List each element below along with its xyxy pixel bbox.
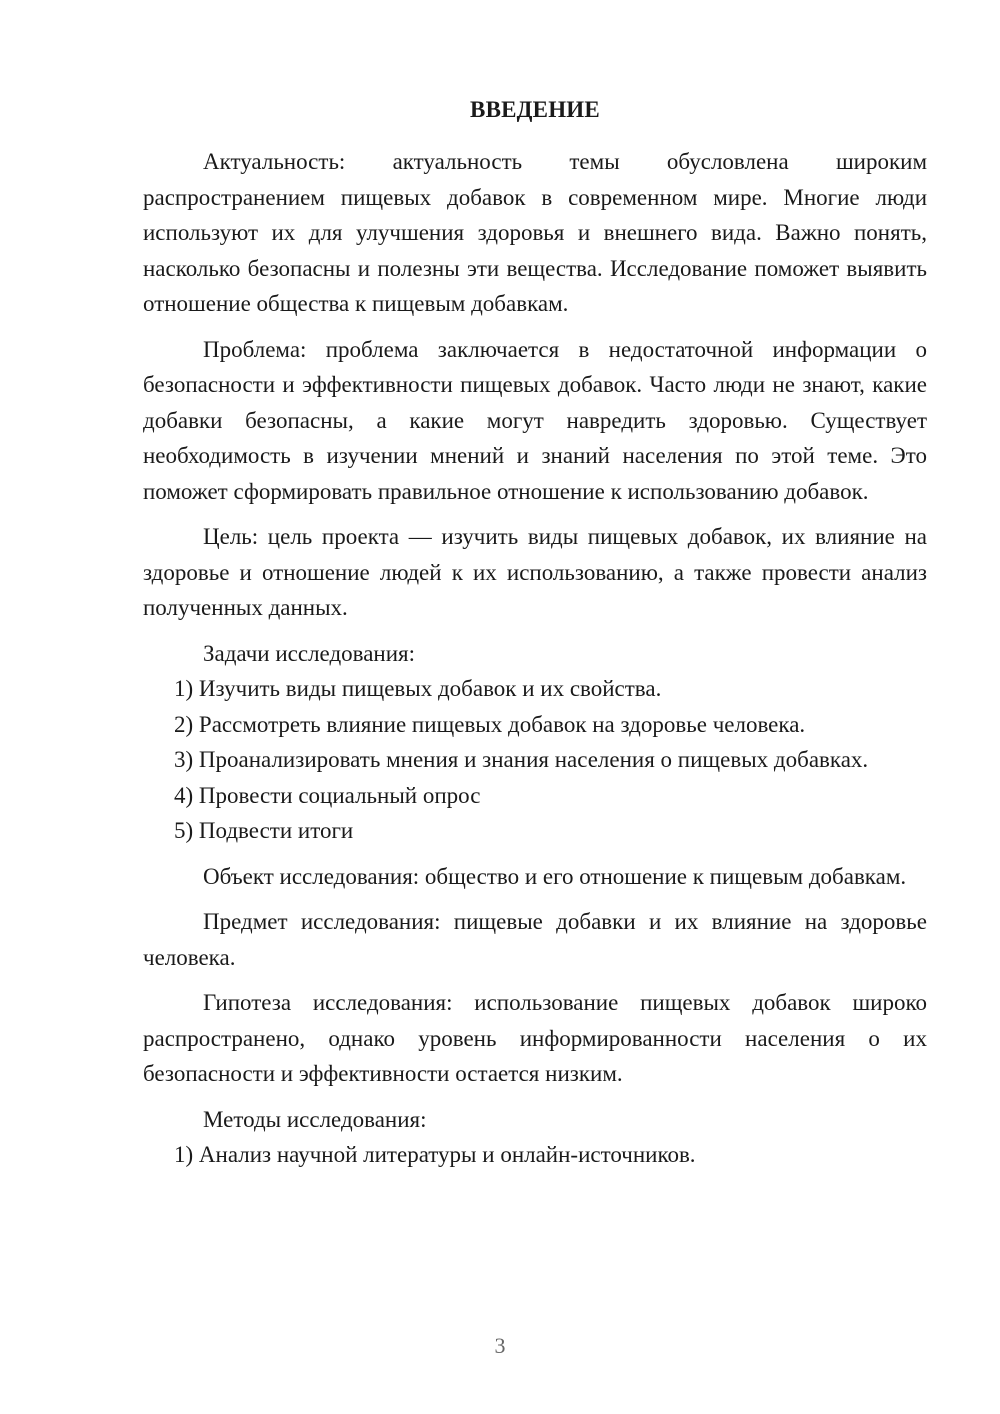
methods-heading: Методы исследования: [203,1106,427,1132]
paragraph-problem: Проблема: проблема заключается в недостаточной информации о безопасности и эффективности пищевых добавок. Часто люди не знают, какие добавки безопасны, а какие могут навредить здоровью. Существует необходимость в изучении мнений и знаний населения по этой теме. Это поможет сформировать правильное отношение к использованию добавок. [143,336,927,504]
paragraph-subject: Предмет исследования: пищевые добавки и их влияние на здоровье человека. [143,909,927,970]
paragraph-hypothesis: Гипотеза исследования: использование пищевых добавок широко распространено, однако уровень информированности населения о их безопасности и эффективности остается низким. [143,990,927,1086]
page-number: 3 [494,1333,506,1358]
task-item-4: 4) Провести социальный опрос [174,782,481,808]
task-item-2: 2) Рассмотреть влияние пищевых добавок на здоровье человека. [174,711,806,737]
paragraph-goal: Цель: цель проекта — изучить виды пищевых добавок, их влияние на здоровье и отношение людей к их использованию, а также провести анализ полученных данных. [143,524,927,620]
page-title: ВВЕДЕНИЕ [470,97,600,122]
task-item-5: 5) Подвести итоги [174,818,354,843]
task-item-3: 3) Проанализировать мнения и знания населения о пищевых добавках. [174,747,869,772]
paragraph-relevance: Актуальность: актуальность темы обусловлена широким распространением пищевых добавок в современном мире. Многие люди используют их для улучшения здоровья и внешнего вида. Важно понять, насколько безопасны и полезны эти вещества. Исследование поможет выявить отношение общества к пищевым добавкам. [143,149,927,316]
method-item-1: 1) Анализ научной литературы и онлайн-источников. [174,1142,696,1167]
paragraph-object: Объект исследования: общество и его отношение к пищевым добавкам. [203,863,907,889]
task-item-1: 1) Изучить виды пищевых добавок и их свойства. [174,676,662,701]
tasks-heading: Задачи исследования: [203,640,416,666]
document-page [143,94,927,1173]
